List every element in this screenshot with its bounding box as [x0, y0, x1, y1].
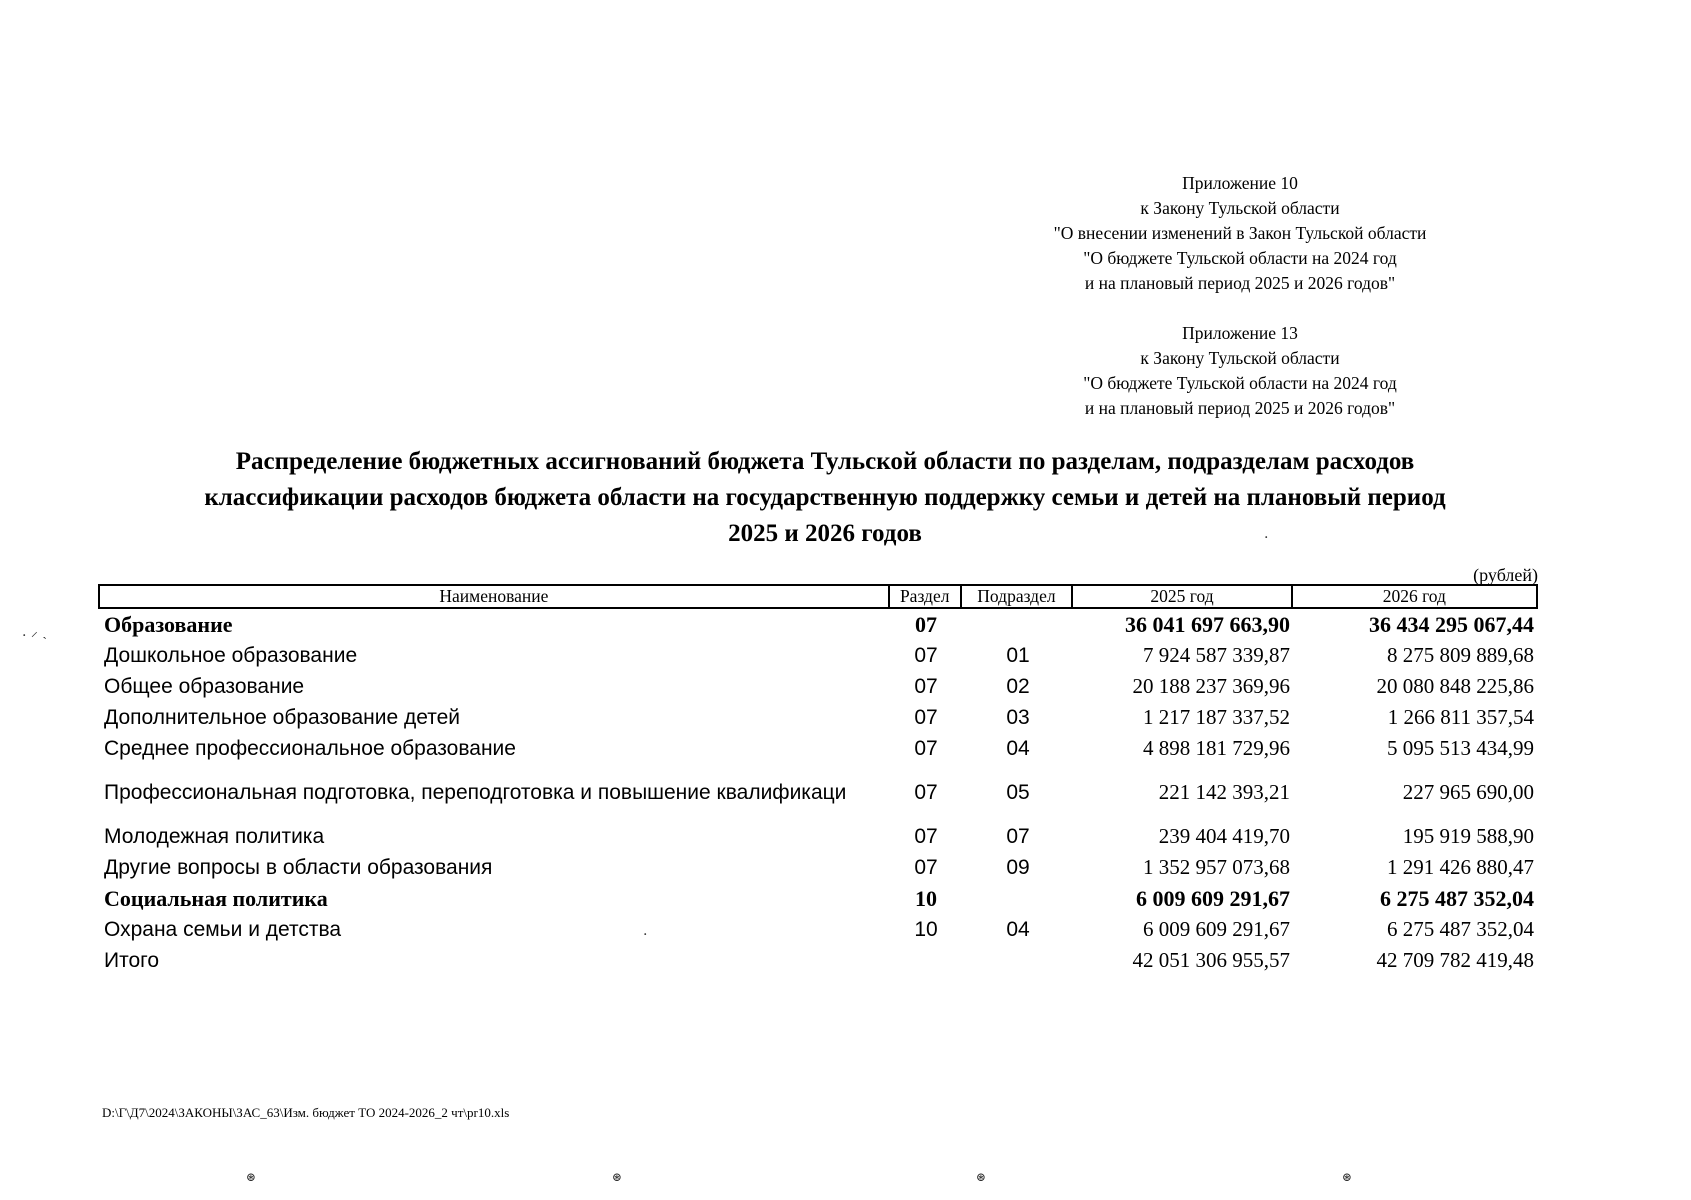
row-value-2025: 1 352 957 073,68: [1143, 855, 1290, 879]
title-line: 2025 и 2026 годов: [728, 520, 922, 547]
file-path: D:\Г\Д7\2024\ЗАКОНЫ\ЗАС_63\Изм. бюджет ТО 2024-2026_2 чт\pr10.xls: [102, 1105, 510, 1120]
scan-mark: ⊛: [976, 1170, 987, 1184]
row-podrazdel: 04: [1006, 917, 1030, 941]
appendix-line: и на плановый период 2025 и 2026 годов": [1084, 273, 1396, 293]
row-razdel: 07: [914, 855, 938, 879]
table-row: [98, 821, 1538, 852]
table-body: [98, 609, 1538, 976]
row-name: Профессиональная подготовка, переподготовка и повышение квалификаци: [104, 780, 847, 804]
title-line: классификации расходов бюджета области на государственную поддержку семьи и детей на плановый период: [204, 484, 1446, 511]
row-podrazdel: 09: [1006, 855, 1030, 879]
appendix-line: к Закону Тульской области: [1140, 348, 1340, 368]
table-row: [98, 640, 1538, 671]
row-value-2026: 36 434 295 067,44: [1369, 611, 1534, 637]
scan-mark: ⊛: [1342, 1170, 1353, 1184]
row-value-2025: 20 188 237 369,96: [1132, 674, 1290, 698]
row-value-2025: 7 924 587 339,87: [1143, 643, 1290, 667]
row-value-2026: 6 275 487 352,04: [1380, 885, 1534, 911]
row-name: Образование: [104, 611, 233, 637]
row-razdel: 07: [914, 736, 938, 760]
table-row: [98, 671, 1538, 702]
row-value-2025: 6 009 609 291,67: [1136, 885, 1290, 911]
appendix-line: к Закону Тульской области: [1140, 198, 1340, 218]
table-row: [98, 609, 1538, 640]
header-podrazdel: Подраздел: [962, 586, 1074, 607]
row-value-2026: 5 095 513 434,99: [1387, 736, 1534, 760]
row-name: Другие вопросы в области образования: [104, 855, 493, 879]
row-value-2026: 8 275 809 889,68: [1387, 643, 1534, 667]
table-row: [98, 852, 1538, 883]
row-value-2025: 1 217 187 337,52: [1143, 705, 1290, 729]
row-razdel: 07: [914, 674, 938, 698]
row-value-2026: 1 291 426 880,47: [1387, 855, 1534, 879]
row-name: Дополнительное образование детей: [104, 705, 461, 729]
budget-table: [98, 584, 1538, 976]
header-razdel: Раздел: [890, 586, 962, 607]
appendix-line: Приложение 13: [1182, 323, 1298, 343]
row-name: Молодежная политика: [104, 824, 325, 848]
row-name: Социальная политика: [104, 885, 328, 911]
scan-speck: .: [643, 923, 648, 939]
header-2025: 2025 год: [1073, 586, 1292, 607]
row-razdel: 10: [914, 917, 938, 941]
row-name: Охрана семьи и детства: [104, 917, 342, 941]
row-podrazdel: 05: [1006, 780, 1030, 804]
row-value-2026: 20 080 848 225,86: [1376, 674, 1534, 698]
row-razdel: 10: [915, 885, 937, 911]
table-row: [98, 945, 1538, 976]
table-row: [98, 702, 1538, 733]
document-title: [100, 444, 1550, 552]
row-value-2025: 4 898 181 729,96: [1143, 736, 1290, 760]
row-podrazdel: 04: [1006, 736, 1030, 760]
title-line: Распределение бюджетных ассигнований бюджета Тульской области по разделам, подразделам расходов: [235, 448, 1415, 475]
appendix-line: "О бюджете Тульской области на 2024 год: [1083, 373, 1397, 393]
appendix-line: и на плановый период 2025 и 2026 годов": [1084, 398, 1396, 418]
row-name: Итого: [104, 948, 160, 972]
unit-label: (рублей): [1473, 565, 1538, 585]
row-razdel: 07: [914, 705, 938, 729]
appendix-10-header: [995, 171, 1485, 296]
row-value-2025: 239 404 419,70: [1158, 824, 1290, 848]
row-name: Среднее профессиональное образование: [104, 736, 516, 760]
row-podrazdel: 07: [1006, 824, 1030, 848]
row-podrazdel: 03: [1006, 705, 1030, 729]
header-2026: 2026 год: [1382, 586, 1446, 606]
appendix-line: "О внесении изменений в Закон Тульской области: [1053, 223, 1427, 243]
row-podrazdel: 01: [1006, 643, 1030, 667]
row-name: Дошкольное образование: [104, 643, 358, 667]
header-name: Наименование: [100, 586, 890, 607]
scan-speck: .: [1264, 526, 1269, 542]
row-value-2026: 1 266 811 357,54: [1387, 705, 1534, 729]
table-row: [98, 914, 1538, 945]
row-value-2026: 6 275 487 352,04: [1387, 917, 1534, 941]
row-value-2026: 195 919 588,90: [1402, 824, 1534, 848]
appendix-13-header: [995, 321, 1485, 421]
appendix-line: "О бюджете Тульской области на 2024 год: [1083, 248, 1397, 268]
table-header: [98, 584, 1538, 609]
scan-speck: . ⸝ ˏ: [22, 624, 48, 640]
row-podrazdel: 02: [1006, 674, 1030, 698]
row-value-2025: 42 051 306 955,57: [1132, 948, 1290, 972]
scan-mark: ⊛: [612, 1170, 623, 1184]
row-value-2025: 221 142 393,21: [1158, 780, 1290, 804]
row-razdel: 07: [914, 780, 938, 804]
table-row: [98, 733, 1538, 764]
row-value-2026: 227 965 690,00: [1402, 780, 1534, 804]
row-name: Общее образование: [104, 674, 305, 698]
table-row: [98, 764, 1538, 821]
appendix-line: Приложение 10: [1182, 173, 1298, 193]
row-razdel: 07: [914, 643, 938, 667]
row-value-2026: 42 709 782 419,48: [1376, 948, 1534, 972]
scan-mark: ⊛: [246, 1170, 257, 1184]
row-value-2025: 36 041 697 663,90: [1125, 611, 1290, 637]
row-razdel: 07: [914, 824, 938, 848]
row-value-2025: 6 009 609 291,67: [1143, 917, 1290, 941]
row-razdel: 07: [915, 611, 937, 637]
table-row: [98, 883, 1538, 914]
